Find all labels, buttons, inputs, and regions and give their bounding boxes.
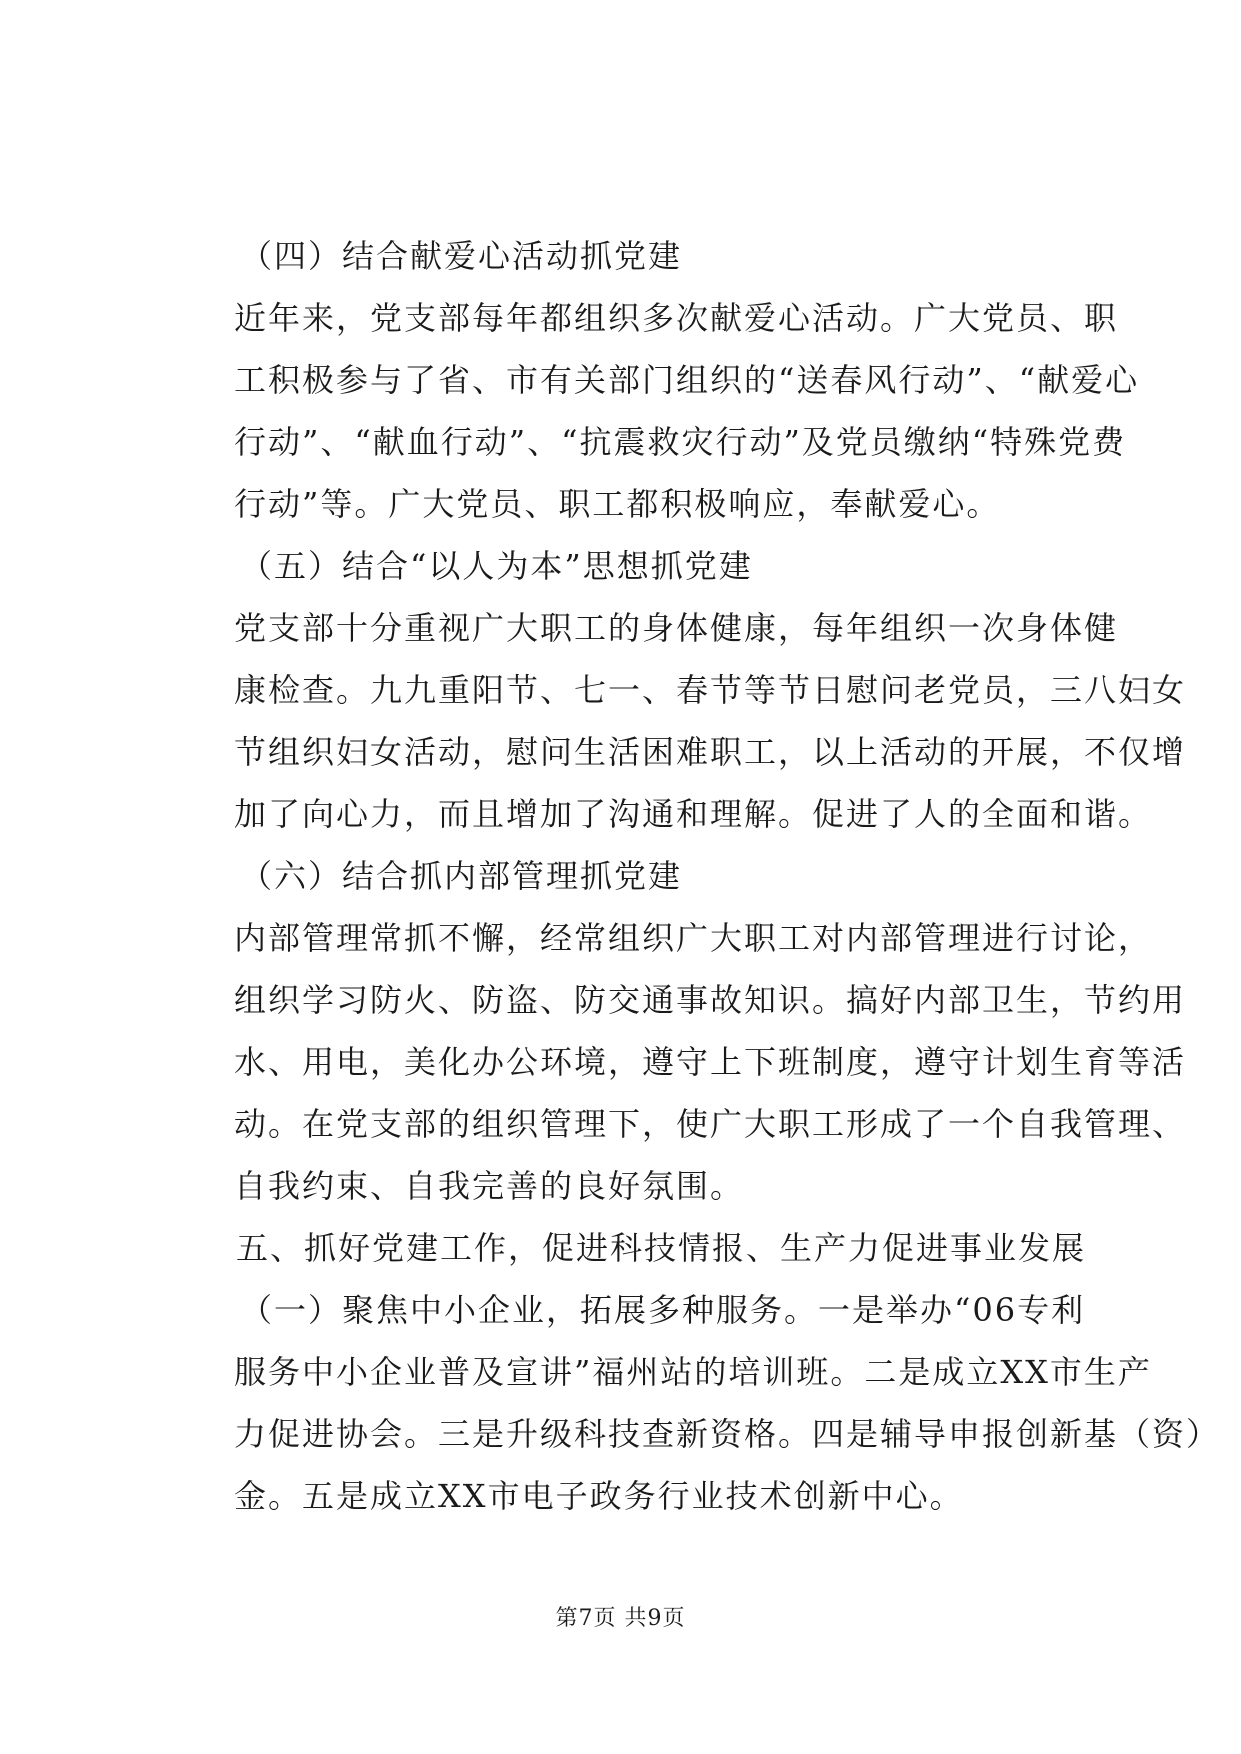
paragraph-line: 力促进协会。三是升级科技查新资格。四是辅导申报创新基（资） [234, 1415, 1221, 1453]
paragraph-line: 康检查。九九重阳节、七一、春节等节日慰问老党员，三八妇女 [234, 671, 1187, 709]
paragraph-line: 行动”等。广大党员、职工都积极响应，奉献爱心。 [234, 485, 1001, 523]
paragraph-line: （一）聚焦中小企业，拓展多种服务。一是举办“06专利 [240, 1291, 1086, 1329]
heading-5: （五）结合“以人为本”思想抓党建 [240, 547, 753, 585]
paragraph-line: 内部管理常抓不懈，经常组织广大职工对内部管理进行讨论， [234, 919, 1153, 957]
paragraph-line: 近年来，党支部每年都组织多次献爱心活动。广大党员、职 [234, 299, 1119, 337]
section-heading: 五、抓好党建工作，促进科技情报、生产力促进事业发展 [236, 1229, 1087, 1267]
paragraph-line: 加了向心力，而且增加了沟通和理解。促进了人的全面和谐。 [234, 795, 1153, 833]
heading-4: （四）结合献爱心活动抓党建 [240, 237, 683, 275]
paragraph-line: 动。在党支部的组织管理下，使广大职工形成了一个自我管理、 [234, 1105, 1187, 1143]
paragraph-line: 金。五是成立XX市电子政务行业技术创新中心。 [234, 1477, 964, 1515]
paragraph-line: 组织学习防火、防盗、防交通事故知识。搞好内部卫生，节约用 [234, 981, 1187, 1019]
paragraph-line: 党支部十分重视广大职工的身体健康，每年组织一次身体健 [234, 609, 1119, 647]
paragraph-line: 自我约束、自我完善的良好氛围。 [234, 1167, 745, 1205]
heading-6: （六）结合抓内部管理抓党建 [240, 857, 683, 895]
paragraph-line: 行动”、“献血行动”、“抗震救灾行动”及党员缴纳“特殊党费 [234, 423, 1127, 461]
page-footer: 第7页 共9页 [555, 1606, 686, 1631]
paragraph-line: 服务中小企业普及宣讲”福州站的培训班。二是成立XX市生产 [234, 1353, 1152, 1391]
paragraph-line: 工积极参与了省、市有关部门组织的“送春风行动”、“献爱心 [234, 361, 1140, 399]
paragraph-line: 节组织妇女活动，慰问生活困难职工，以上活动的开展，不仅增 [234, 733, 1187, 771]
paragraph-line: 水、用电，美化办公环境，遵守上下班制度，遵守计划生育等活 [234, 1043, 1187, 1081]
